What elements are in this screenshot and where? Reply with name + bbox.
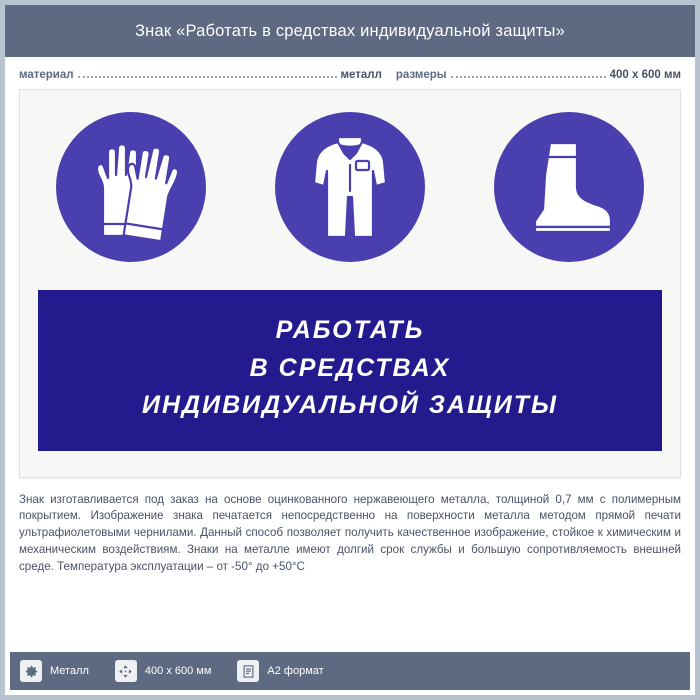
sign-text-line-1: РАБОТАТЬ	[275, 316, 425, 344]
safety-boot-icon	[494, 112, 644, 262]
spec-size-label: размеры	[395, 69, 447, 81]
sign-text-line-2: В СРЕДСТВАХ	[249, 353, 451, 382]
spec-size	[396, 69, 681, 81]
arrows-resize-icon	[115, 660, 137, 682]
sign-text-plate	[38, 290, 662, 451]
footer-label-material: Металл	[50, 665, 89, 677]
spec-line	[5, 57, 695, 89]
dot-leader	[78, 75, 337, 78]
spec-material-label: материал	[19, 69, 74, 81]
sign-preview	[19, 89, 681, 478]
footer-bar	[10, 652, 690, 690]
document-icon	[237, 660, 259, 682]
footer-item-size[interactable]	[115, 660, 212, 682]
footer-label-size: 400 x 600 мм	[144, 665, 212, 677]
gloves-icon	[56, 112, 206, 262]
footer-item-material[interactable]	[20, 660, 89, 682]
gear-icon	[20, 660, 42, 682]
page-header	[5, 5, 695, 57]
product-description: Знак изготавливается под заказ на основе оцинкованного нержавеющего металла, толщиной 0,7 мм с полимерным покрытием. Изображение знака печатается непосредственно на поверхности металла методом прямой печати ультрафиолетовыми чернилами. Данный способ позволяет получить качественное изображение, стойкое к химическим и механическим воздействиям. Знаки на металле имеют долгий срок службы и большую сопротивляемость внешней среде. Температура эксплуатации – от -50° до +50°С	[19, 492, 681, 573]
footer-item-format[interactable]	[237, 660, 323, 682]
spec-material	[19, 69, 382, 81]
spec-size-value: 400 x 600 мм	[609, 69, 681, 81]
sign-icon-row	[38, 112, 662, 262]
footer-label-format: A2 формат	[267, 665, 324, 677]
coverall-icon	[275, 112, 425, 262]
sign-text-line-3: ИНДИВИДУАЛЬНОЙ ЗАЩИТЫ	[142, 391, 558, 419]
spec-material-value: металл	[340, 69, 382, 81]
dot-leader	[451, 75, 606, 78]
page-title: Знак «Работать в средствах индивидуальной защиты»	[135, 21, 565, 40]
